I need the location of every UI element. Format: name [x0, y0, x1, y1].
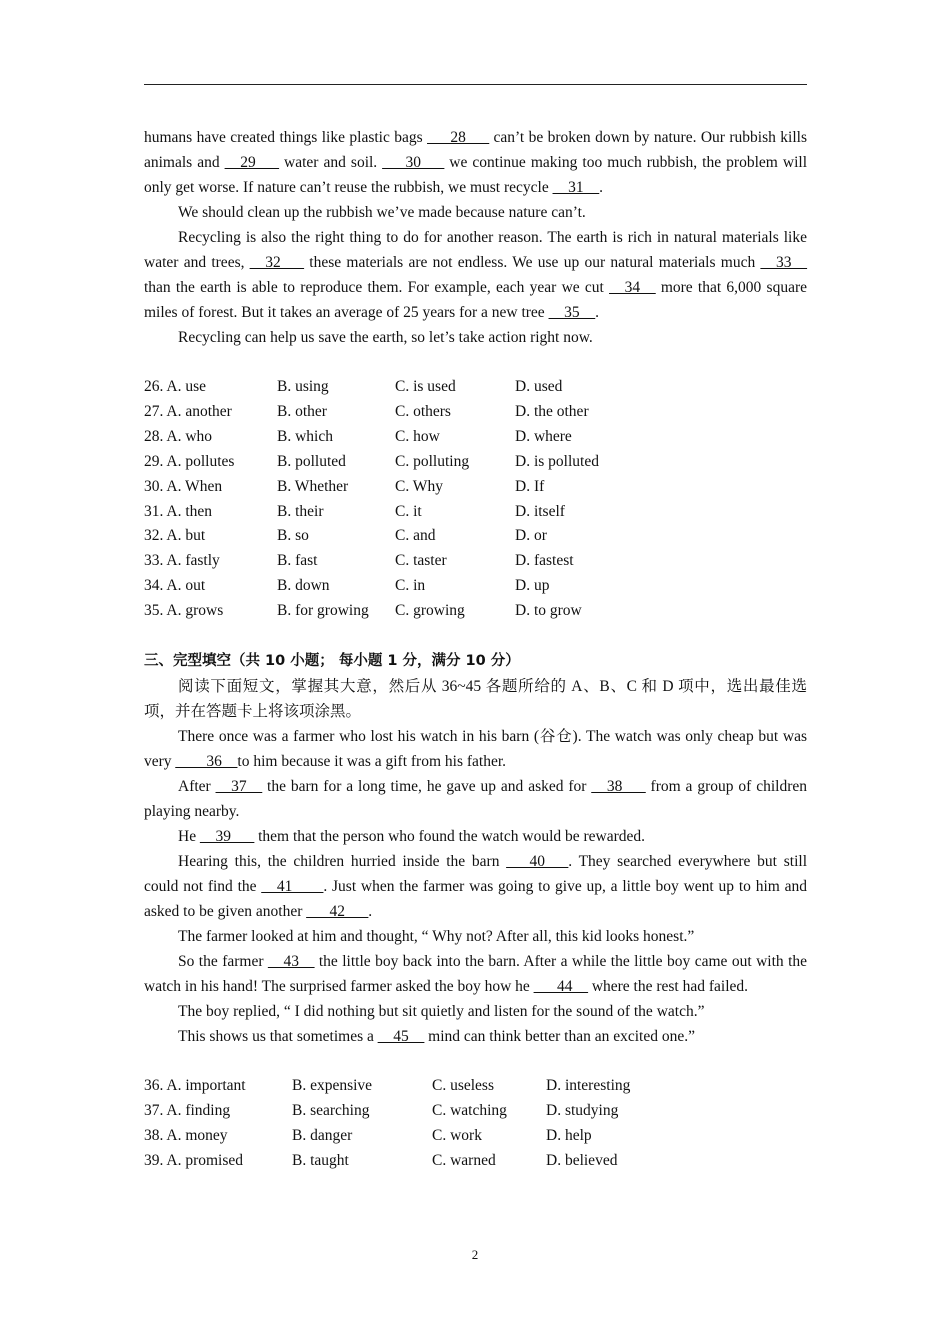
option-choice: C. warned — [432, 1151, 496, 1169]
blank-36: ____36__ — [175, 753, 238, 771]
page-content — [144, 125, 807, 1174]
option-choice: B. their — [277, 502, 324, 520]
passage2-paragraph: The boy replied, “ I did nothing but sit quietly and listen for the sound of the watch.” — [178, 1003, 705, 1021]
option-choice: 33. A. fastly — [144, 552, 220, 570]
option-choice: 37. A. finding — [144, 1101, 231, 1119]
option-choice: D. interesting — [546, 1077, 631, 1095]
option-row — [144, 1074, 807, 1099]
option-choice: D. studying — [546, 1101, 619, 1119]
option-choice: C. work — [432, 1126, 482, 1144]
option-row — [144, 574, 807, 599]
blank-32: __32___ — [249, 254, 304, 271]
option-choice: D. If — [515, 477, 545, 495]
option-choice: B. danger — [292, 1126, 353, 1144]
option-choice: B. which — [277, 427, 333, 445]
passage2-paragraph: After __37__ the barn for a long time, he gave up and asked for __38___ from a group of children playing nearby. — [144, 778, 807, 821]
option-row — [144, 450, 807, 475]
option-choice: D. itself — [515, 502, 565, 520]
option-choice: D. or — [515, 527, 547, 545]
passage2-paragraph: He __39___ them that the person who found the watch would be rewarded. — [178, 828, 646, 846]
passage2-paragraph: Hearing this, the children hurried inside the barn ___40___. They searched everywhere but still could not find the __41____. Just when the farmer was going to give up, a little boy went up to him and asked to be given another ___42___. — [144, 853, 807, 921]
option-choice: B. searching — [292, 1101, 370, 1119]
blank-29: __29___ — [224, 154, 279, 171]
option-choice: 34. A. out — [144, 577, 206, 595]
options-list-2 — [144, 1074, 807, 1174]
passage2-paragraph: There once was a farmer who lost his watch in his barn (谷仓). The watch was only cheap but was very ____36__to him because it was a gift from his father. — [144, 728, 807, 771]
option-choice: B. fast — [277, 552, 318, 570]
page-number: 2 — [471, 1247, 479, 1262]
section-heading: 三、完型填空（共 10 小题； 每小题 1 分，满分 10 分） — [144, 653, 520, 670]
option-choice: B. so — [277, 527, 309, 545]
blank-41: __41____ — [261, 878, 324, 896]
blank-31: __31__ — [552, 179, 600, 196]
option-choice: C. useless — [432, 1077, 494, 1095]
option-choice: D. to grow — [515, 602, 582, 620]
option-choice: B. using — [277, 378, 329, 395]
option-choice: B. down — [277, 577, 330, 595]
blank-40: ___40___ — [506, 853, 569, 871]
blank-37: __37__ — [215, 778, 263, 796]
option-choice: 35. A. grows — [144, 602, 224, 620]
option-choice: C. how — [395, 427, 440, 445]
blank-44: ___44__ — [533, 978, 588, 996]
option-choice: C. polluting — [395, 452, 470, 470]
option-row — [144, 1149, 807, 1174]
option-choice: 28. A. who — [144, 427, 213, 445]
blank-43: __43__ — [267, 953, 315, 971]
option-choice: D. the other — [515, 402, 589, 420]
option-row — [144, 475, 807, 500]
passage2-paragraph: So the farmer __43__ the little boy back into the barn. After a while the little boy came out with the watch in his hand! The surprised farmer asked the boy how he ___44__ where the rest had failed. — [144, 953, 808, 996]
option-row — [144, 375, 807, 400]
option-choice: B. expensive — [292, 1077, 373, 1095]
option-row — [144, 1099, 807, 1124]
option-choice: C. watching — [432, 1101, 507, 1119]
option-row — [144, 425, 807, 450]
option-choice: C. and — [395, 527, 436, 545]
blank-33: __33__ — [760, 254, 807, 271]
blank-42: ___42___ — [306, 903, 369, 921]
option-choice: D. where — [515, 427, 572, 445]
option-choice: C. others — [395, 402, 451, 420]
option-choice: 38. A. money — [144, 1126, 228, 1144]
option-choice: C. growing — [395, 602, 465, 620]
option-choice: B. other — [277, 402, 327, 420]
option-choice: 31. A. then — [144, 502, 213, 520]
option-row — [144, 1124, 807, 1149]
blank-30: ___30___ — [382, 154, 445, 171]
option-row — [144, 549, 807, 574]
option-choice: 26. A. use — [144, 378, 206, 395]
option-choice: 36. A. important — [144, 1077, 246, 1095]
blank-39: __39___ — [199, 828, 255, 846]
blank-28: ___28___ — [427, 129, 490, 146]
option-choice: C. in — [395, 577, 426, 595]
option-choice: C. Why — [395, 477, 443, 495]
blank-38: __38___ — [591, 778, 646, 796]
options-list-1 — [144, 375, 807, 624]
option-choice: 32. A. but — [144, 527, 206, 545]
header-rule — [144, 84, 807, 85]
option-row — [144, 500, 807, 525]
option-choice: B. Whether — [277, 477, 349, 495]
passage2-paragraph: The farmer looked at him and thought, “ Why not? After all, this kid looks honest.” — [178, 928, 695, 946]
option-choice: B. taught — [292, 1151, 349, 1169]
passage2-paragraph: This shows us that sometimes a __45__ mind can think better than an excited one.” — [178, 1028, 696, 1046]
passage1-paragraph: humans have created things like plastic bags ___28___ can’t be broken down by nature. Our rubbish kills animals and __29___ water and soil. ___30___ we continue making too much rubbish, the problem will only get worse. If nature can’t reuse the rubbish, we must recycle __31__. — [144, 129, 807, 196]
option-row — [144, 599, 807, 624]
option-choice: C. is used — [395, 378, 456, 395]
option-row — [144, 524, 807, 549]
option-choice: D. used — [515, 378, 563, 395]
blank-34: __34__ — [609, 279, 656, 296]
blank-35: __35__ — [548, 304, 596, 321]
option-choice: B. polluted — [277, 452, 346, 470]
passage1-paragraph: We should clean up the rubbish we’ve made because nature can’t. — [178, 204, 586, 221]
option-choice: 39. A. promised — [144, 1151, 244, 1169]
option-row — [144, 400, 807, 425]
option-choice: C. it — [395, 502, 422, 520]
option-choice: D. fastest — [515, 552, 574, 570]
option-choice: D. is polluted — [515, 452, 599, 470]
option-choice: B. for growing — [277, 602, 369, 620]
option-choice: D. believed — [546, 1151, 618, 1169]
option-choice: D. up — [515, 577, 550, 595]
option-choice: D. help — [546, 1126, 592, 1144]
passage1-paragraph: Recycling can help us save the earth, so let’s take action right now. — [178, 329, 593, 346]
option-choice: C. taster — [395, 552, 447, 570]
blank-45: __45__ — [377, 1028, 425, 1046]
option-choice: 30. A. When — [144, 477, 223, 495]
passage1-paragraph: Recycling is also the right thing to do for another reason. The earth is rich in natural materials like water and trees, __32___ these materials are not endless. We use up our natural materials much __33__ than the earth is able to reproduce them. For example, each year we cut __34__ more that 6,000 square miles of forest. But it takes an average of 25 years for a new tree __35__. — [144, 229, 808, 321]
section-instruction: 阅读下面短文，掌握其大意，然后从 36~45 各题所给的 A、B、C 和 D 项中，选出最佳选项，并在答题卡上将该项涂黑。 — [144, 678, 807, 721]
option-choice: 27. A. another — [144, 402, 232, 420]
option-choice: 29. A. pollutes — [144, 452, 235, 470]
